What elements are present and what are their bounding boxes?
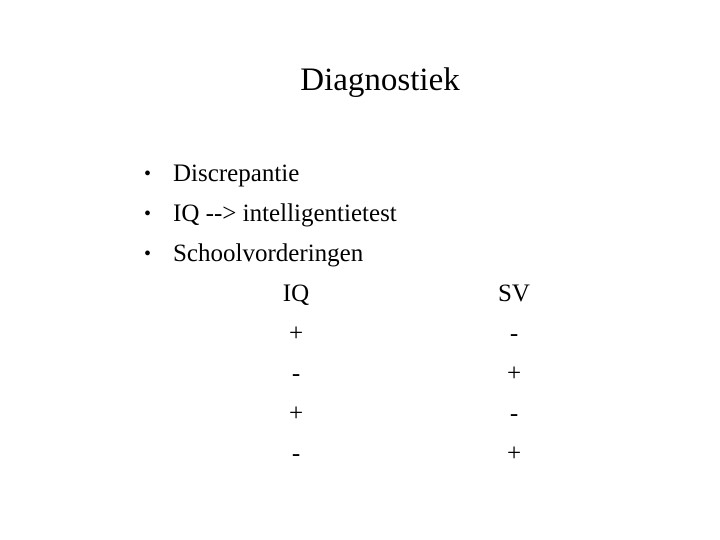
table-cell-sv-row4: + [506,440,522,467]
table-cell-sv-row3: - [509,400,519,427]
bullet-text: Discrepantie [173,160,300,187]
bullet-dot-icon: • [144,163,152,185]
bullet-dot-icon: • [144,243,152,265]
table-cell-iq-row1: + [288,320,304,347]
bullet-text: Schoolvorderingen [173,240,364,267]
table-cell-iq-row4: - [291,440,301,467]
bullet-dot-icon: • [144,203,152,225]
bullet-item-iq [142,194,397,234]
table-cell-sv-row1: - [509,320,519,347]
table-header-sv: SV [498,280,530,307]
table-cell-sv-row2: + [506,360,522,387]
bullet-list [142,154,397,274]
table-cell-iq-row3: + [288,400,304,427]
table-header-iq: IQ [282,280,310,307]
bullet-item-schoolvorderingen [142,234,397,274]
slide-title: Diagnostiek [300,62,460,98]
bullet-item-discrepantie [142,154,397,194]
table-cell-iq-row2: - [291,360,301,387]
bullet-text: IQ --> intelligentietest [173,200,397,227]
